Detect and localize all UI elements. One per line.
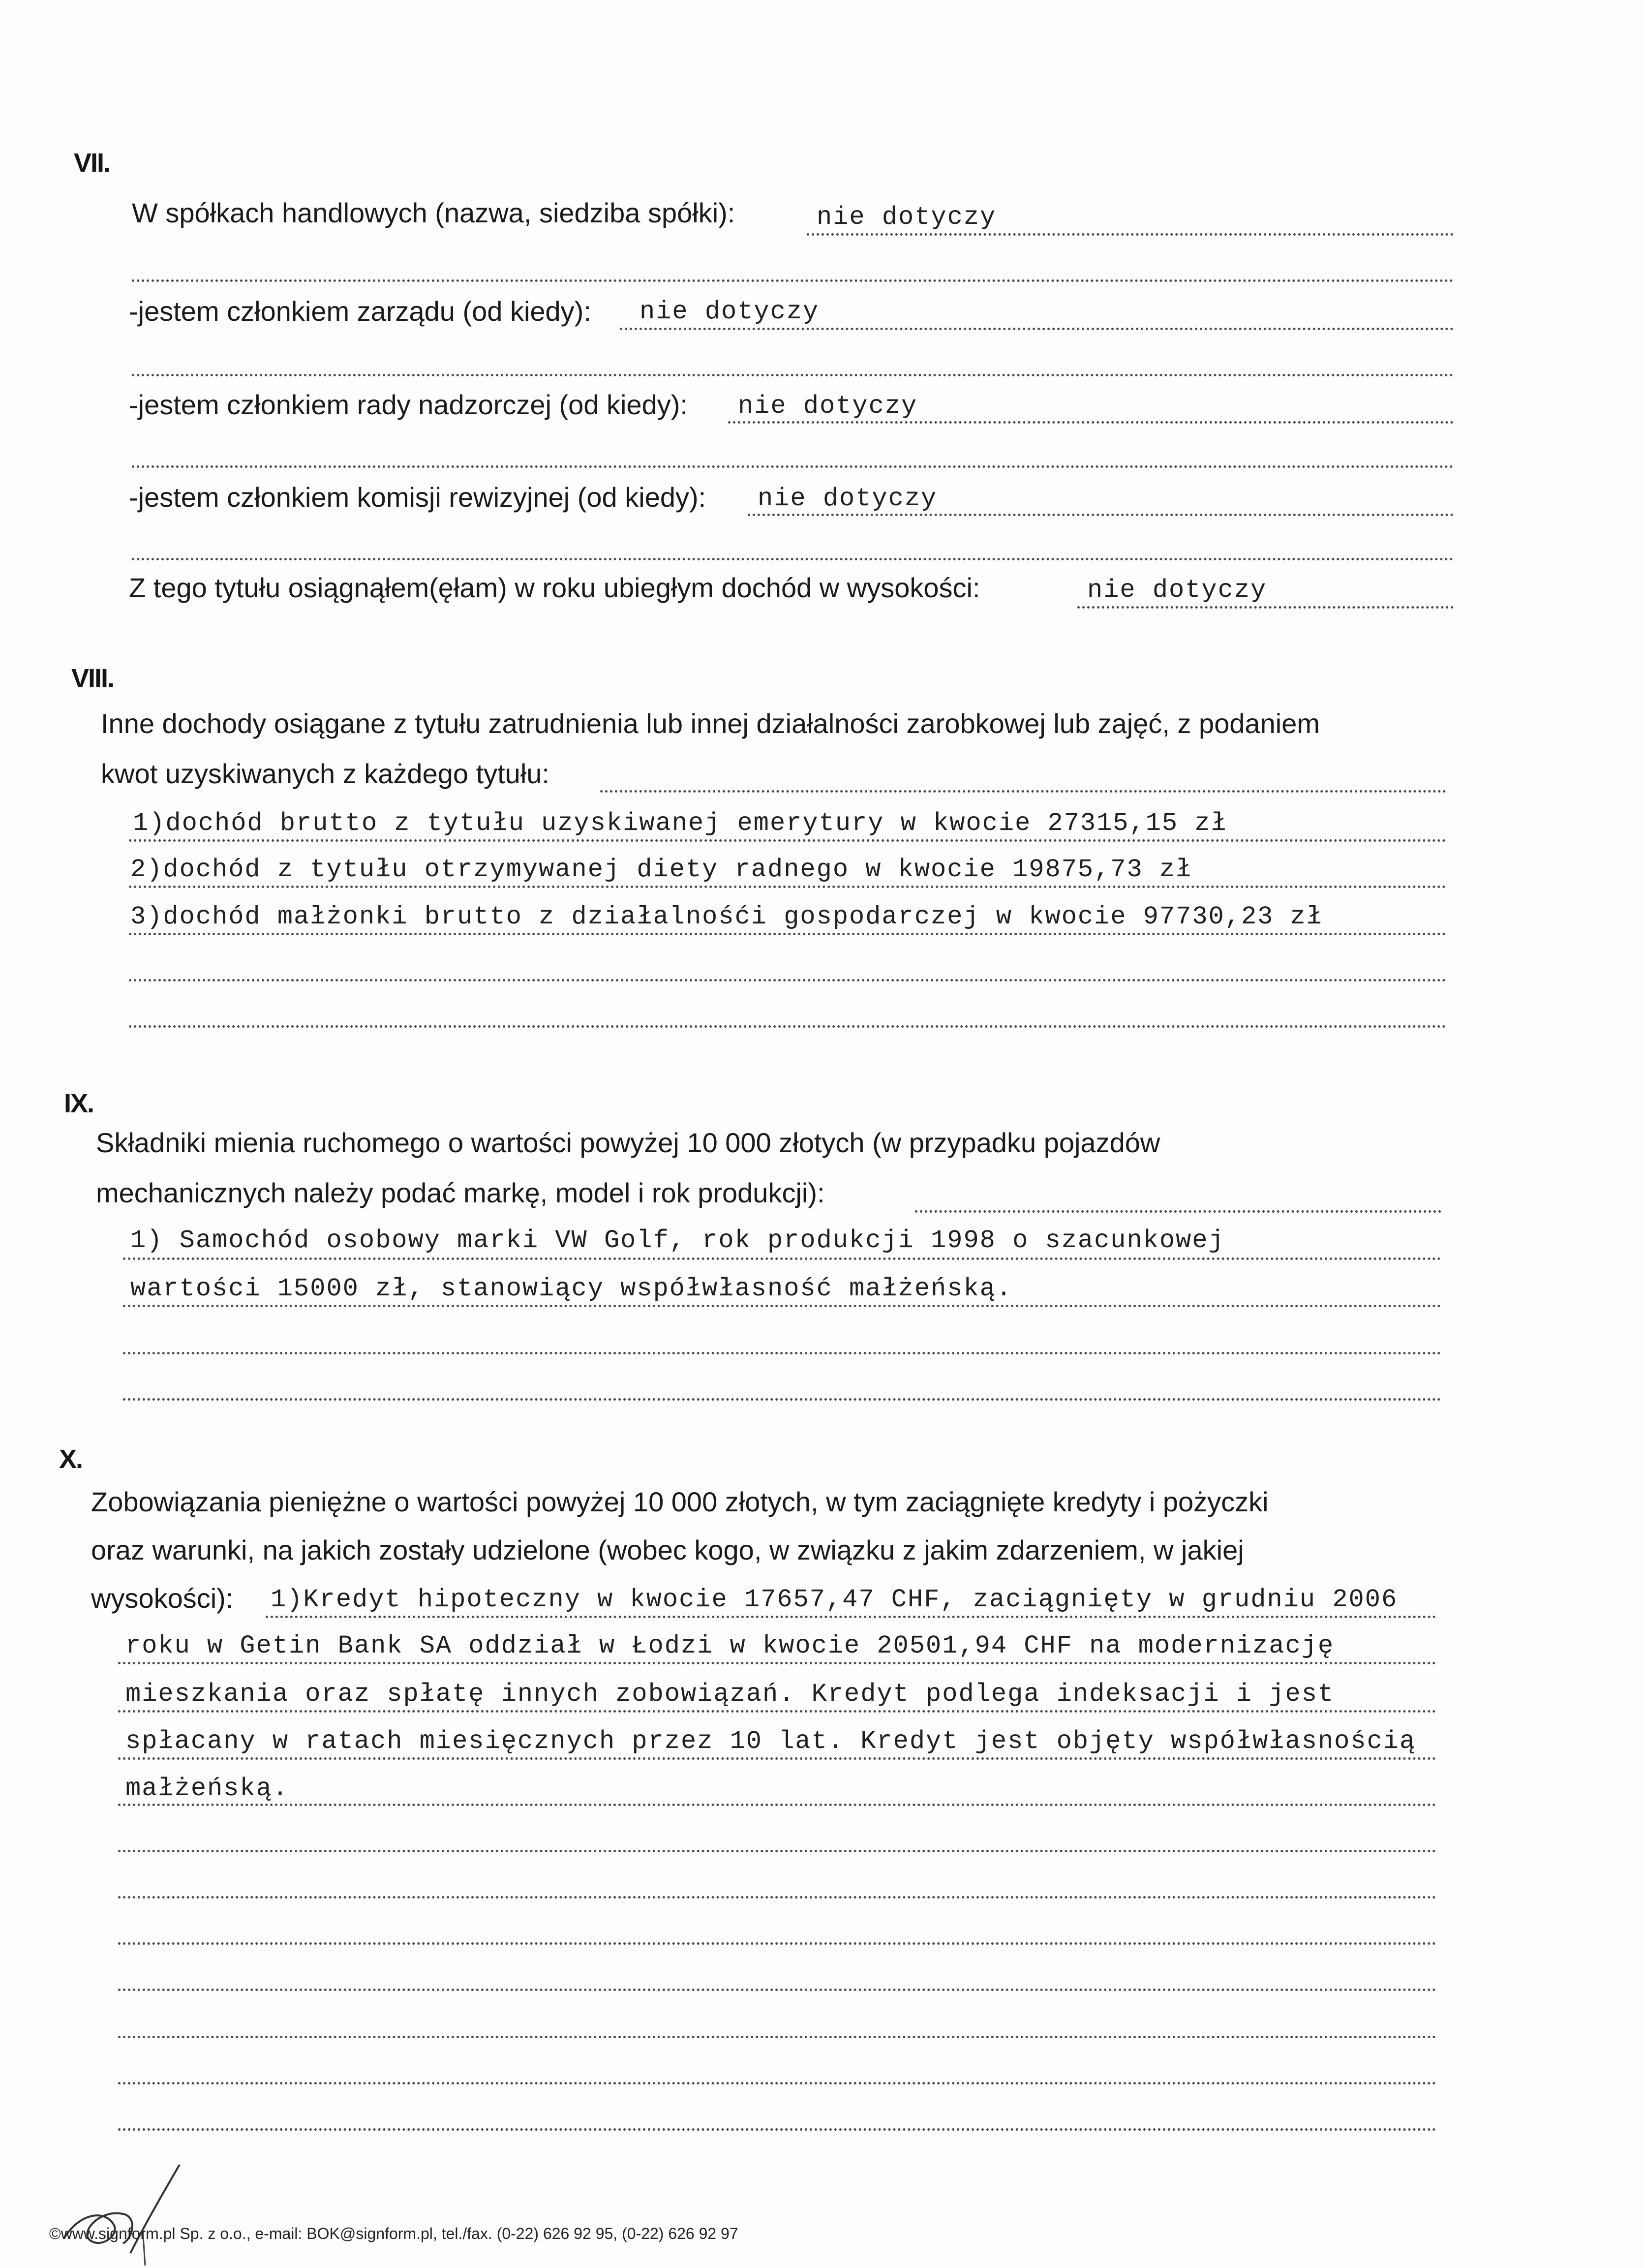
entry-line [118,1710,1436,1713]
movable-assets-line [915,1210,1441,1213]
other-income-entry-2: 2)dochód z tytułu otrzymywanej diety radnego w kwocie 19875,73 zł [130,855,1192,884]
liabilities-entry-5: małżeńską. [125,1774,289,1803]
other-income-line [600,790,1446,793]
entry-line [129,1025,1446,1028]
section-x-number: X. [59,1444,83,1474]
board-line [620,328,1454,330]
audit-label: -jestem członkiem komisji rewizyjnej (od kiedy): [129,482,706,513]
companies-value: nie dotyczy [817,203,997,232]
income-line [1077,606,1454,609]
entry-line [123,1352,1441,1354]
section-ix-number: IX. [64,1089,94,1118]
entry-line [118,1850,1436,1852]
movable-assets-text-1: Składniki mienia ruchomego o wartości powyżej 10 000 złotych (w przypadku pojazdów [96,1127,1160,1158]
supervisory-label: -jestem członkiem rady nadzorczej (od kiedy): [129,389,688,420]
income-value: nie dotyczy [1087,576,1267,605]
entry-line [129,839,1446,842]
entry-line [118,2128,1436,2131]
other-income-text-1: Inne dochody osiągane z tytułu zatrudnienia lub innej działalności zarobkowej lub zajęć, z podaniem [101,708,1320,739]
liabilities-entry-4: spłacany w ratach miesięcznych przez 10 lat. Kredyt jest objęty współwłasnością [125,1727,1416,1756]
movable-assets-entry-1: 1) Samochód osobowy marki VW Golf, rok produkcji 1998 o szacunkowej [130,1226,1225,1255]
entry-line [118,1896,1436,1899]
entry-line [129,933,1446,935]
audit-value: nie dotyczy [758,484,938,513]
liabilities-text-3: wysokości): [91,1583,234,1614]
liabilities-text-2: oraz warunki, na jakich zostały udzielone (wobec kogo, w związku z jakim zdarzeniem, w jakiej [91,1534,1244,1565]
entry-line [129,886,1446,888]
movable-assets-entry-2: wartości 15000 zł, stanowiący współwłasność małżeńską. [130,1274,1013,1303]
entry-line [118,2082,1436,2084]
entry-line [118,1662,1436,1664]
companies-label: W spółkach handlowych (nazwa, siedziba spółki): [132,197,735,228]
board-value: nie dotyczy [639,297,820,326]
footer-text: ©www.signform.pl Sp. z o.o., e-mail: BOK@signform.pl, tel./fax. (0-22) 626 92 95, (0-22) 626 92 97 [49,2225,738,2242]
companies-line-2 [132,279,1454,282]
entry-line [118,1989,1436,1991]
other-income-text-2: kwot uzyskiwanych z każdego tytułu: [101,758,549,789]
supervisory-value: nie dotyczy [738,392,918,421]
audit-line [748,514,1454,516]
entry-line [123,1398,1441,1401]
entry-line [118,2036,1436,2038]
movable-assets-text-2: mechanicznych należy podać markę, model i rok produkcji): [96,1177,825,1208]
entry-line [123,1257,1441,1260]
liabilities-entry-3: mieszkania oraz spłatę innych zobowiązań. Kredyt podlega indeksacji i jest [125,1680,1335,1709]
board-label: -jestem członkiem zarządu (od kiedy): [129,296,591,327]
entry-line [118,1942,1436,1945]
signature-scribble [44,2155,202,2268]
supervisory-line [728,421,1454,424]
entry-line [123,1305,1441,1307]
board-line-2 [132,374,1454,376]
supervisory-line-2 [132,465,1454,468]
section-viii-number: VIII. [71,664,114,693]
entry-line [118,1757,1436,1760]
liabilities-entry-2: roku w Getin Bank SA oddział w Łodzi w kwocie 20501,94 CHF na modernizację [125,1631,1335,1660]
section-vii-number: VII. [74,148,110,178]
other-income-entry-1: 1)dochód brutto z tytułu uzyskiwanej emerytury w kwocie 27315,15 zł [133,809,1227,838]
entry-line [266,1616,1436,1618]
companies-line [807,233,1454,236]
entry-line [118,1804,1436,1806]
income-label: Z tego tytułu osiągnąłem(ęłam) w roku ubiegłym dochód w wysokości: [129,572,980,603]
other-income-entry-3: 3)dochód małżonki brutto z działalnośći gospodarczej w kwocie 97730,23 zł [130,902,1323,931]
entry-line [129,979,1446,981]
liabilities-entry-1: 1)Kredyt hipoteczny w kwocie 17657,47 CHF, zaciągnięty w grudniu 2006 [271,1585,1398,1614]
audit-line-2 [132,558,1454,560]
liabilities-text-1: Zobowiązania pieniężne o wartości powyżej 10 000 złotych, w tym zaciągnięte kredyty i pożyczki [91,1486,1269,1517]
